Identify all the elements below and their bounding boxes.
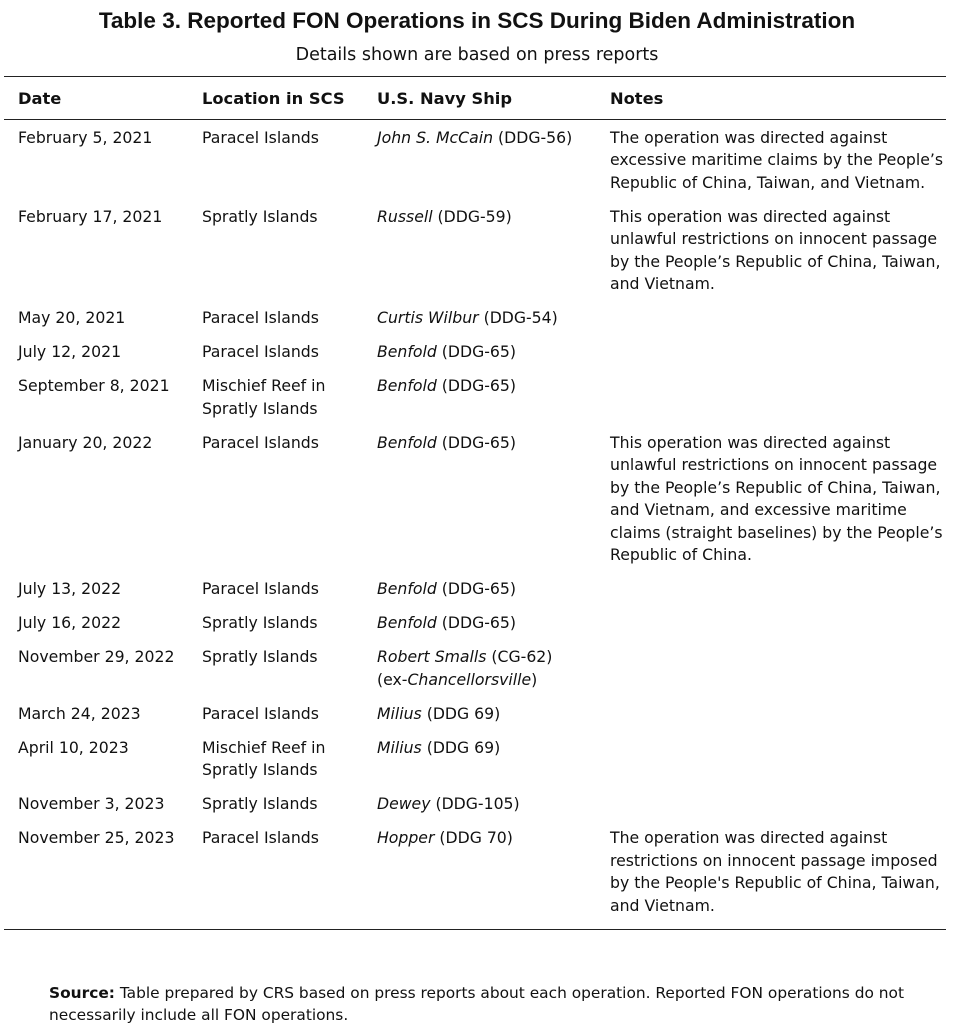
table-row <box>4 206 946 308</box>
ship-name: Benfold <box>377 579 437 598</box>
cell-ship <box>363 375 596 432</box>
ship-designation: (DDG-65) <box>436 376 516 395</box>
source-label: Source: <box>49 984 115 1002</box>
ship-designation: (DDG-65) <box>436 579 516 598</box>
ship-name: Dewey <box>377 794 431 813</box>
ship-name: Robert Smalls <box>377 647 487 666</box>
ship-designation: (DDG 69) <box>421 703 501 723</box>
cell-notes <box>596 737 946 794</box>
cell-date: February 5, 2021 <box>18 127 153 147</box>
cell-location: Spratly Islands <box>202 206 318 226</box>
table-title: Table 3. Reported FON Operations in SCS During Biden Administration <box>98 8 856 33</box>
ship-designation: (DDG-105) <box>430 794 520 813</box>
cell-notes: The operation was directed against restrictions on innocent passage imposed by the People's Republic of China, Taiwan, and Vietnam. <box>610 828 940 915</box>
cell-date: March 24, 2023 <box>18 703 141 723</box>
cell-location: Mischief Reef in Spratly Islands <box>202 737 326 779</box>
ship-designation: (DDG-54) <box>478 308 558 327</box>
cell-ship <box>363 646 596 703</box>
cell-notes: The operation was directed against excessive maritime claims by the People’s Republic of China, Taiwan, and Vietnam. <box>610 127 944 192</box>
cell-location: Spratly Islands <box>202 794 318 813</box>
cell-notes: This operation was directed against unlawful restrictions on innocent passage by the People’s Republic of China, Taiwan, and Vietnam, and excessive maritime claims (straight baselines) by the People’s Republic of China. <box>610 432 943 564</box>
cell-date: September 8, 2021 <box>18 376 170 395</box>
ship-name: Milius <box>377 737 422 757</box>
ship-designation: (DDG-65) <box>436 342 516 361</box>
cell-ship <box>363 827 596 929</box>
cell-notes <box>596 793 946 827</box>
ship-designation: (CG-62) <box>486 647 553 666</box>
ship-designation: (DDG 70) <box>434 828 513 847</box>
cell-location: Paracel Islands <box>202 342 319 361</box>
cell-location: Paracel Islands <box>202 579 319 598</box>
table-header-row <box>4 77 946 120</box>
table-row <box>4 793 946 827</box>
table-row <box>4 307 946 341</box>
cell-ship <box>363 206 596 308</box>
ship-name: Hopper <box>377 828 435 847</box>
ship-designation: (DDG-65) <box>436 432 516 452</box>
cell-notes <box>596 341 946 375</box>
cell-ship <box>363 612 596 646</box>
cell-date: July 13, 2022 <box>18 579 122 598</box>
cell-notes <box>596 646 946 703</box>
table-subtitle: Details shown are based on press reports <box>295 45 659 65</box>
ship-name: Curtis Wilbur <box>377 308 479 327</box>
table-row <box>4 737 946 794</box>
ship-former-name-suffix: ) <box>531 669 538 689</box>
ship-former-name-prefix: (ex- <box>377 669 408 689</box>
cell-location: Paracel Islands <box>202 127 319 147</box>
cell-ship <box>363 341 596 375</box>
cell-ship <box>363 793 596 827</box>
source-text: Table prepared by CRS based on press reports about each operation. Reported FON operations do not necessarily include all FON operations. <box>49 984 905 1024</box>
cell-ship <box>363 703 596 737</box>
cell-date: November 3, 2023 <box>18 794 165 813</box>
table-row <box>4 341 946 375</box>
cell-location: Paracel Islands <box>202 703 319 723</box>
table-row <box>4 703 946 737</box>
cell-date: January 20, 2022 <box>18 432 153 452</box>
cell-location: Spratly Islands <box>202 613 318 632</box>
table-row <box>4 612 946 646</box>
column-header-date: Date <box>4 77 188 120</box>
ship-name: Russell <box>377 206 433 226</box>
cell-date: November 29, 2022 <box>18 647 175 666</box>
cell-ship <box>363 119 596 206</box>
source-note <box>49 982 929 1026</box>
ship-former-name: Chancellorsville <box>407 669 532 689</box>
column-header-notes: Notes <box>596 77 946 120</box>
cell-date: February 17, 2021 <box>18 206 163 226</box>
table-row <box>4 646 946 703</box>
cell-notes <box>596 612 946 646</box>
cell-date: April 10, 2023 <box>18 737 129 757</box>
table-row <box>4 375 946 432</box>
table-row <box>4 827 946 929</box>
fon-operations-table <box>4 76 946 929</box>
cell-date: July 16, 2022 <box>18 613 122 632</box>
table-bottom-rule <box>4 929 946 930</box>
cell-notes <box>596 307 946 341</box>
column-header-ship: U.S. Navy Ship <box>363 77 596 120</box>
ship-name: Benfold <box>377 613 437 632</box>
cell-date: May 20, 2021 <box>18 308 126 327</box>
cell-location: Paracel Islands <box>202 432 319 452</box>
cell-date: November 25, 2023 <box>18 828 175 847</box>
ship-name: Benfold <box>377 342 437 361</box>
table-body <box>4 119 946 929</box>
ship-designation: (DDG-59) <box>432 206 512 226</box>
table-row <box>4 432 946 579</box>
cell-ship <box>363 578 596 612</box>
cell-date: July 12, 2021 <box>18 342 122 361</box>
ship-name: Benfold <box>377 376 437 395</box>
ship-name: Benfold <box>377 432 437 452</box>
ship-designation: (DDG 69) <box>421 737 501 757</box>
cell-ship <box>363 307 596 341</box>
ship-designation: (DDG-56) <box>493 127 573 147</box>
table-row <box>4 578 946 612</box>
ship-name: John S. McCain <box>377 127 494 147</box>
ship-name: Milius <box>377 703 422 723</box>
cell-ship <box>363 432 596 579</box>
cell-location: Mischief Reef in Spratly Islands <box>202 376 326 418</box>
cell-location: Spratly Islands <box>202 647 318 666</box>
column-header-location: Location in SCS <box>188 77 363 120</box>
cell-notes: This operation was directed against unlawful restrictions on innocent passage by the People’s Republic of China, Taiwan, and Vietnam. <box>610 206 941 293</box>
cell-notes <box>596 578 946 612</box>
cell-location: Paracel Islands <box>202 308 319 327</box>
cell-location: Paracel Islands <box>202 828 319 847</box>
table-row <box>4 119 946 206</box>
cell-notes <box>596 375 946 432</box>
cell-ship <box>363 737 596 794</box>
ship-designation: (DDG-65) <box>436 613 516 632</box>
cell-notes <box>596 703 946 737</box>
